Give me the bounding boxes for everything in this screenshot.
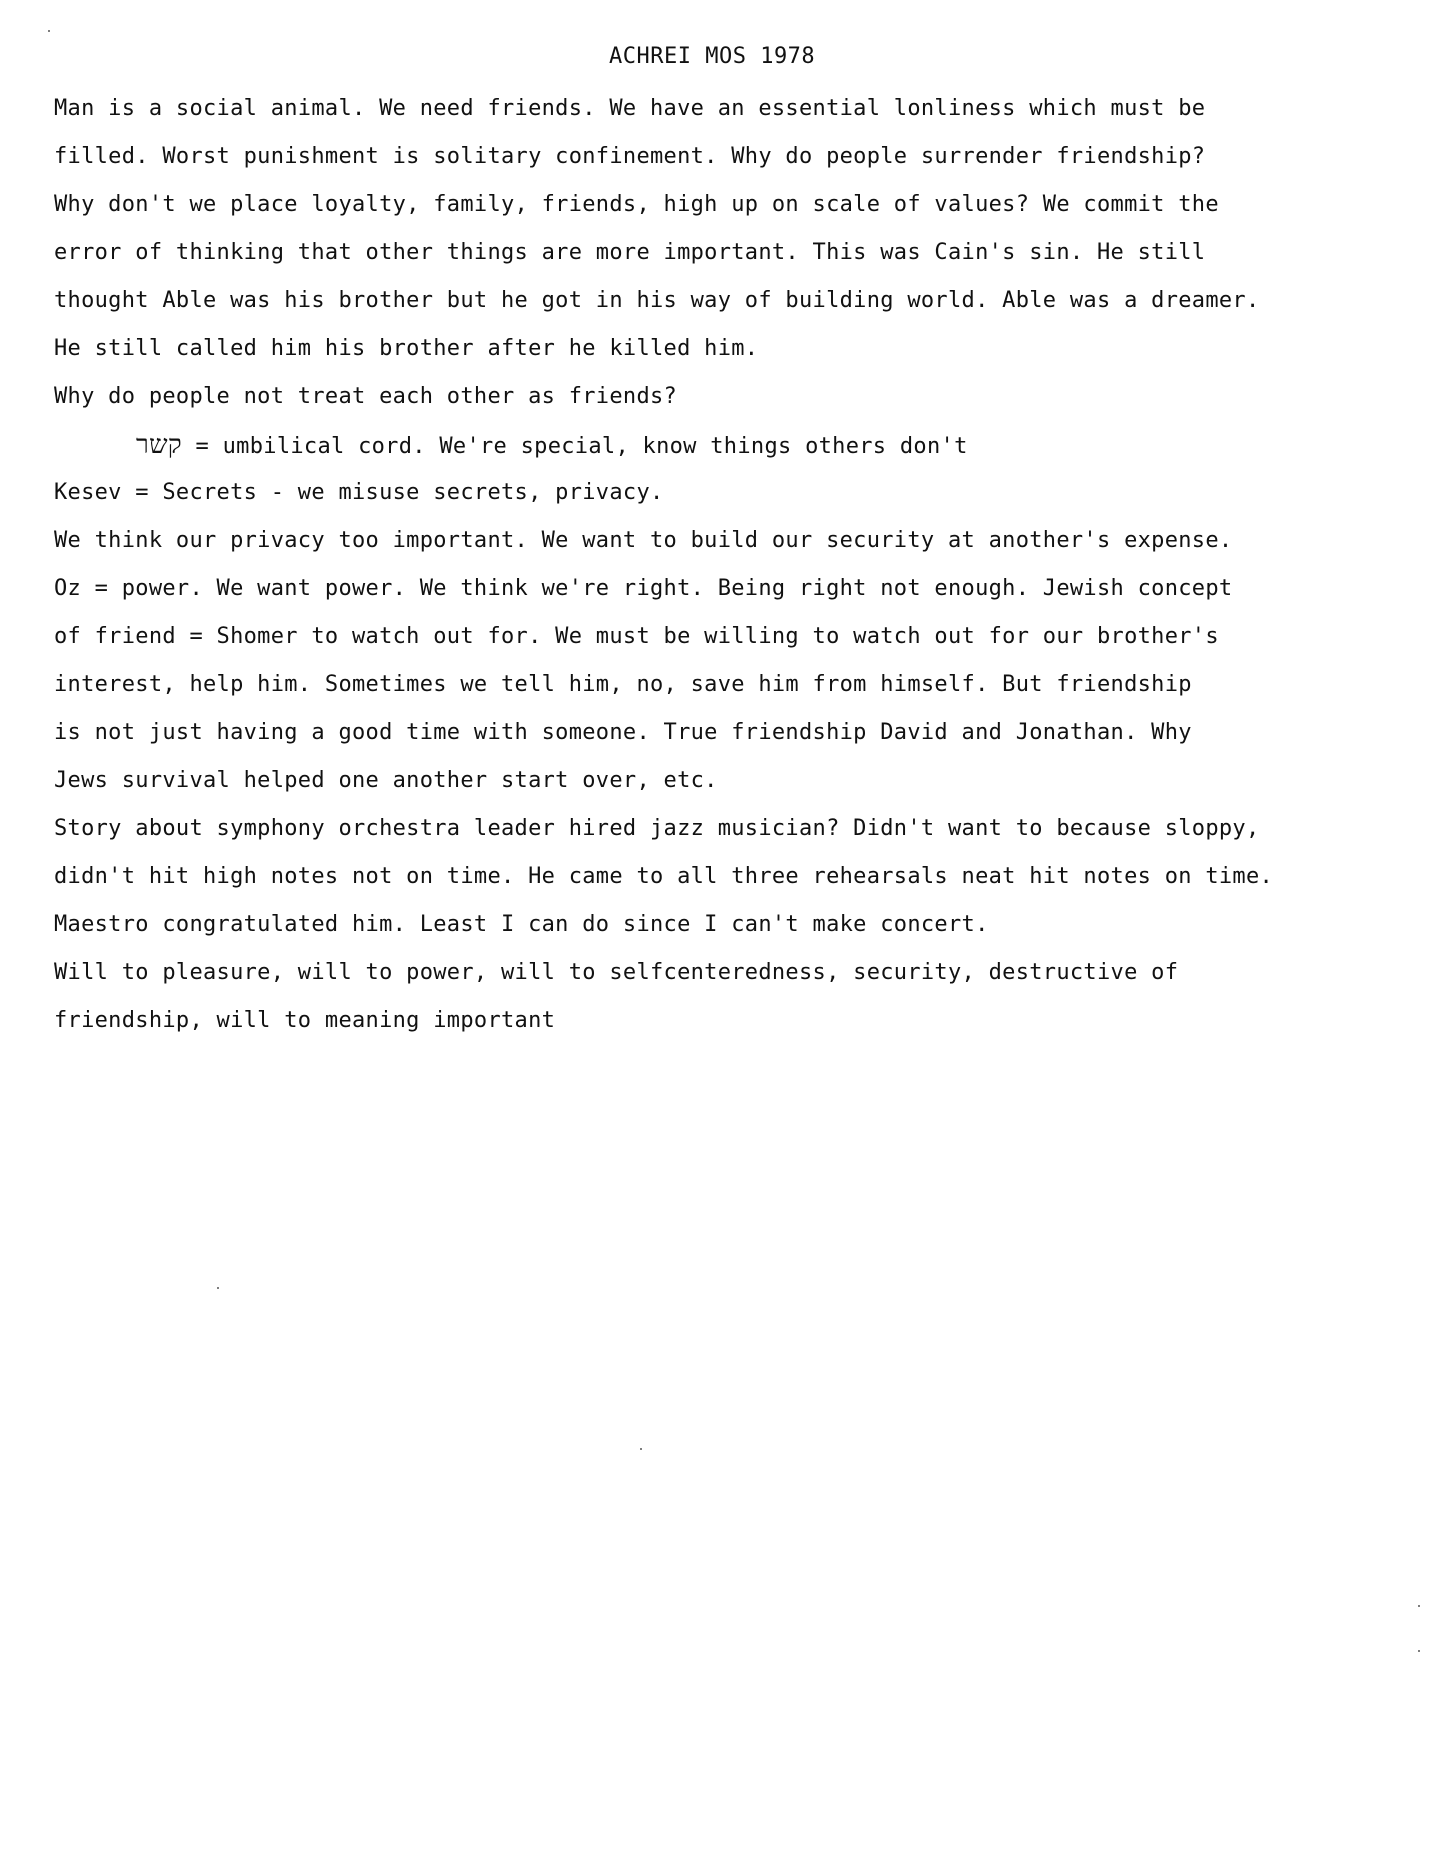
text-line-12: of friend = Shomer to watch out for. We must be willing to watch out for our brother's <box>54 624 1219 649</box>
scan-speck <box>640 1448 642 1450</box>
text-line-5: thought Able was his brother but he got in his way of building world. Able was a dreamer. <box>54 288 1260 313</box>
text-line-6: He still called him his brother after he killed him. <box>54 336 759 361</box>
text-line-7: Why do people not treat each other as friends? <box>54 384 678 409</box>
text-line-2: filled. Worst punishment is solitary confinement. Why do people surrender friendship? <box>54 144 1206 169</box>
text-line-16: Story about symphony orchestra leader hired jazz musician? Didn't want to because sloppy, <box>54 816 1260 841</box>
text-line-9: Kesev = Secrets - we misuse secrets, privacy. <box>54 480 664 505</box>
text-line-13: interest, help him. Sometimes we tell him, no, save him from himself. But friendship <box>54 672 1192 697</box>
text-line-1: Man is a social animal. We need friends. We have an essential lonliness which must be <box>54 96 1206 121</box>
hebrew-definition-line <box>136 430 968 460</box>
text-line-17: didn't hit high notes not on time. He came to all three rehearsals neat hit notes on time. <box>54 864 1274 889</box>
hebrew-word: קשר <box>136 430 182 460</box>
document-title: ACHREI MOS 1978 <box>609 44 816 69</box>
text-line-15: Jews survival helped one another start over, etc. <box>54 768 718 793</box>
text-line-3: Why don't we place loyalty, family, friends, high up on scale of values? We commit the <box>54 192 1219 217</box>
text-line-10: We think our privacy too important. We want to build our security at another's expense. <box>54 528 1233 553</box>
scan-speck <box>217 1287 219 1289</box>
scan-speck <box>1418 1605 1420 1607</box>
text-line-18: Maestro congratulated him. Least I can do since I can't make concert. <box>54 912 989 937</box>
scan-speck <box>48 30 50 32</box>
text-line-20: friendship, will to meaning important <box>54 1008 556 1033</box>
scan-speck <box>1418 1650 1420 1652</box>
text-line-8: = umbilical cord. We're special, know things others don't <box>195 434 968 459</box>
text-line-19: Will to pleasure, will to power, will to selfcenteredness, security, destructive of <box>54 960 1179 985</box>
text-line-11: Oz = power. We want power. We think we're right. Being right not enough. Jewish concept <box>54 576 1233 601</box>
text-line-4: error of thinking that other things are more important. This was Cain's sin. He still <box>54 240 1206 265</box>
text-line-14: is not just having a good time with someone. True friendship David and Jonathan. Why <box>54 720 1192 745</box>
